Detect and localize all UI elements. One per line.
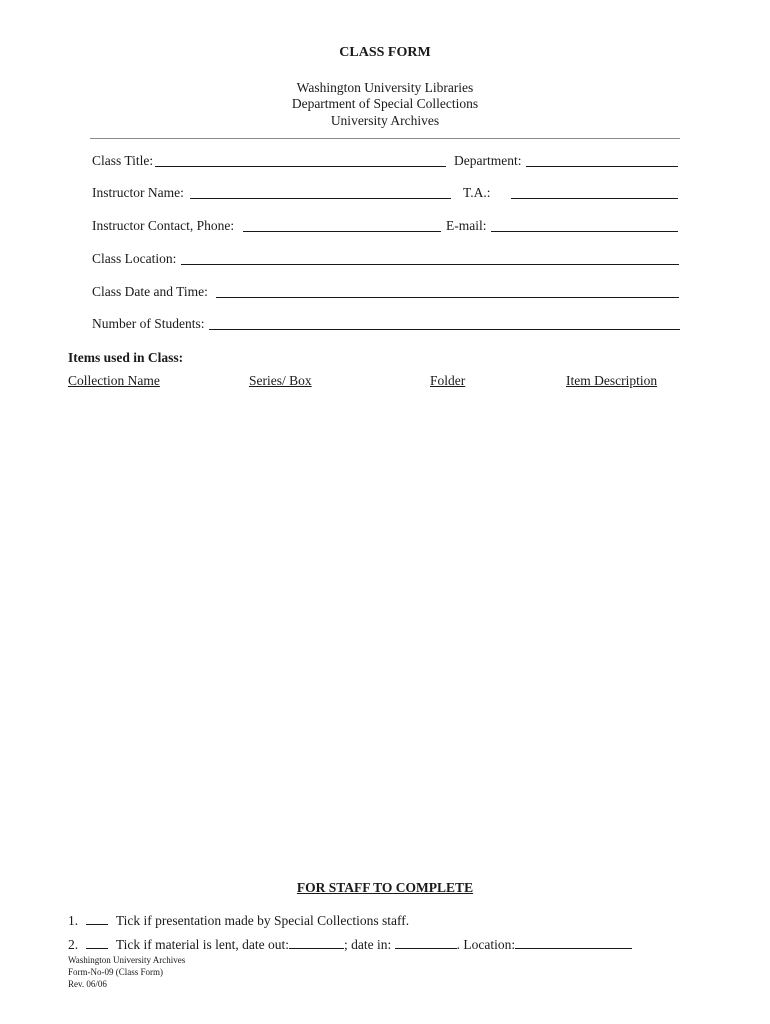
items-heading: Items used in Class: — [68, 350, 184, 365]
email-field[interactable] — [491, 231, 678, 232]
staff-item-1 — [68, 912, 409, 929]
class-date-time-field[interactable] — [216, 297, 679, 298]
column-header-folder: Folder — [430, 373, 466, 388]
column-header-collection-name: Collection Name — [68, 373, 160, 388]
ta-label: T.A.: — [463, 185, 491, 200]
lent-tick-field[interactable] — [86, 936, 108, 949]
form-title: CLASS FORM — [339, 45, 431, 60]
org-line-3: University Archives — [330, 113, 440, 128]
department-label: Department: — [454, 153, 522, 168]
org-line-1: Washington University Libraries — [296, 80, 474, 95]
location-field[interactable] — [515, 936, 632, 949]
class-location-field[interactable] — [181, 264, 679, 265]
staff-item-1-text: Tick if presentation made by Special Collections staff. — [115, 913, 410, 928]
header-divider — [90, 138, 680, 139]
location-label: . Location: — [456, 937, 516, 952]
staff-item-2 — [68, 936, 632, 953]
staff-item-2-number: 2. — [68, 937, 79, 952]
instructor-contact-label: Instructor Contact, Phone: — [92, 218, 235, 233]
date-out-field[interactable] — [289, 936, 344, 949]
instructor-name-label: Instructor Name: — [92, 185, 184, 200]
staff-heading: FOR STAFF TO COMPLETE — [296, 880, 474, 895]
date-in-field[interactable] — [395, 936, 457, 949]
date-out-label: Tick if material is lent, date out: — [115, 937, 289, 952]
staff-item-1-number: 1. — [68, 913, 79, 928]
number-of-students-label: Number of Students: — [92, 316, 205, 331]
org-line-2: Department of Special Collections — [291, 96, 479, 111]
class-date-time-label: Class Date and Time: — [92, 284, 208, 299]
column-header-series-box: Series/ Box — [249, 373, 312, 388]
number-of-students-field[interactable] — [209, 329, 680, 330]
ta-field[interactable] — [511, 198, 678, 199]
department-field[interactable] — [526, 166, 678, 167]
class-title-field[interactable] — [155, 166, 446, 167]
column-header-item-description: Item Description — [566, 373, 658, 388]
email-label: E-mail: — [446, 218, 487, 233]
instructor-phone-field[interactable] — [243, 231, 441, 232]
footer-line-2: Form-No-09 (Class Form) — [68, 967, 163, 977]
date-in-label: ; date in: — [343, 937, 392, 952]
presentation-tick-field[interactable] — [86, 912, 108, 925]
class-title-label: Class Title: — [92, 153, 154, 168]
class-location-label: Class Location: — [92, 251, 177, 266]
footer-line-1: Washington University Archives — [68, 955, 186, 965]
footer-line-3: Rev. 06/06 — [68, 979, 107, 989]
instructor-name-field[interactable] — [190, 198, 451, 199]
